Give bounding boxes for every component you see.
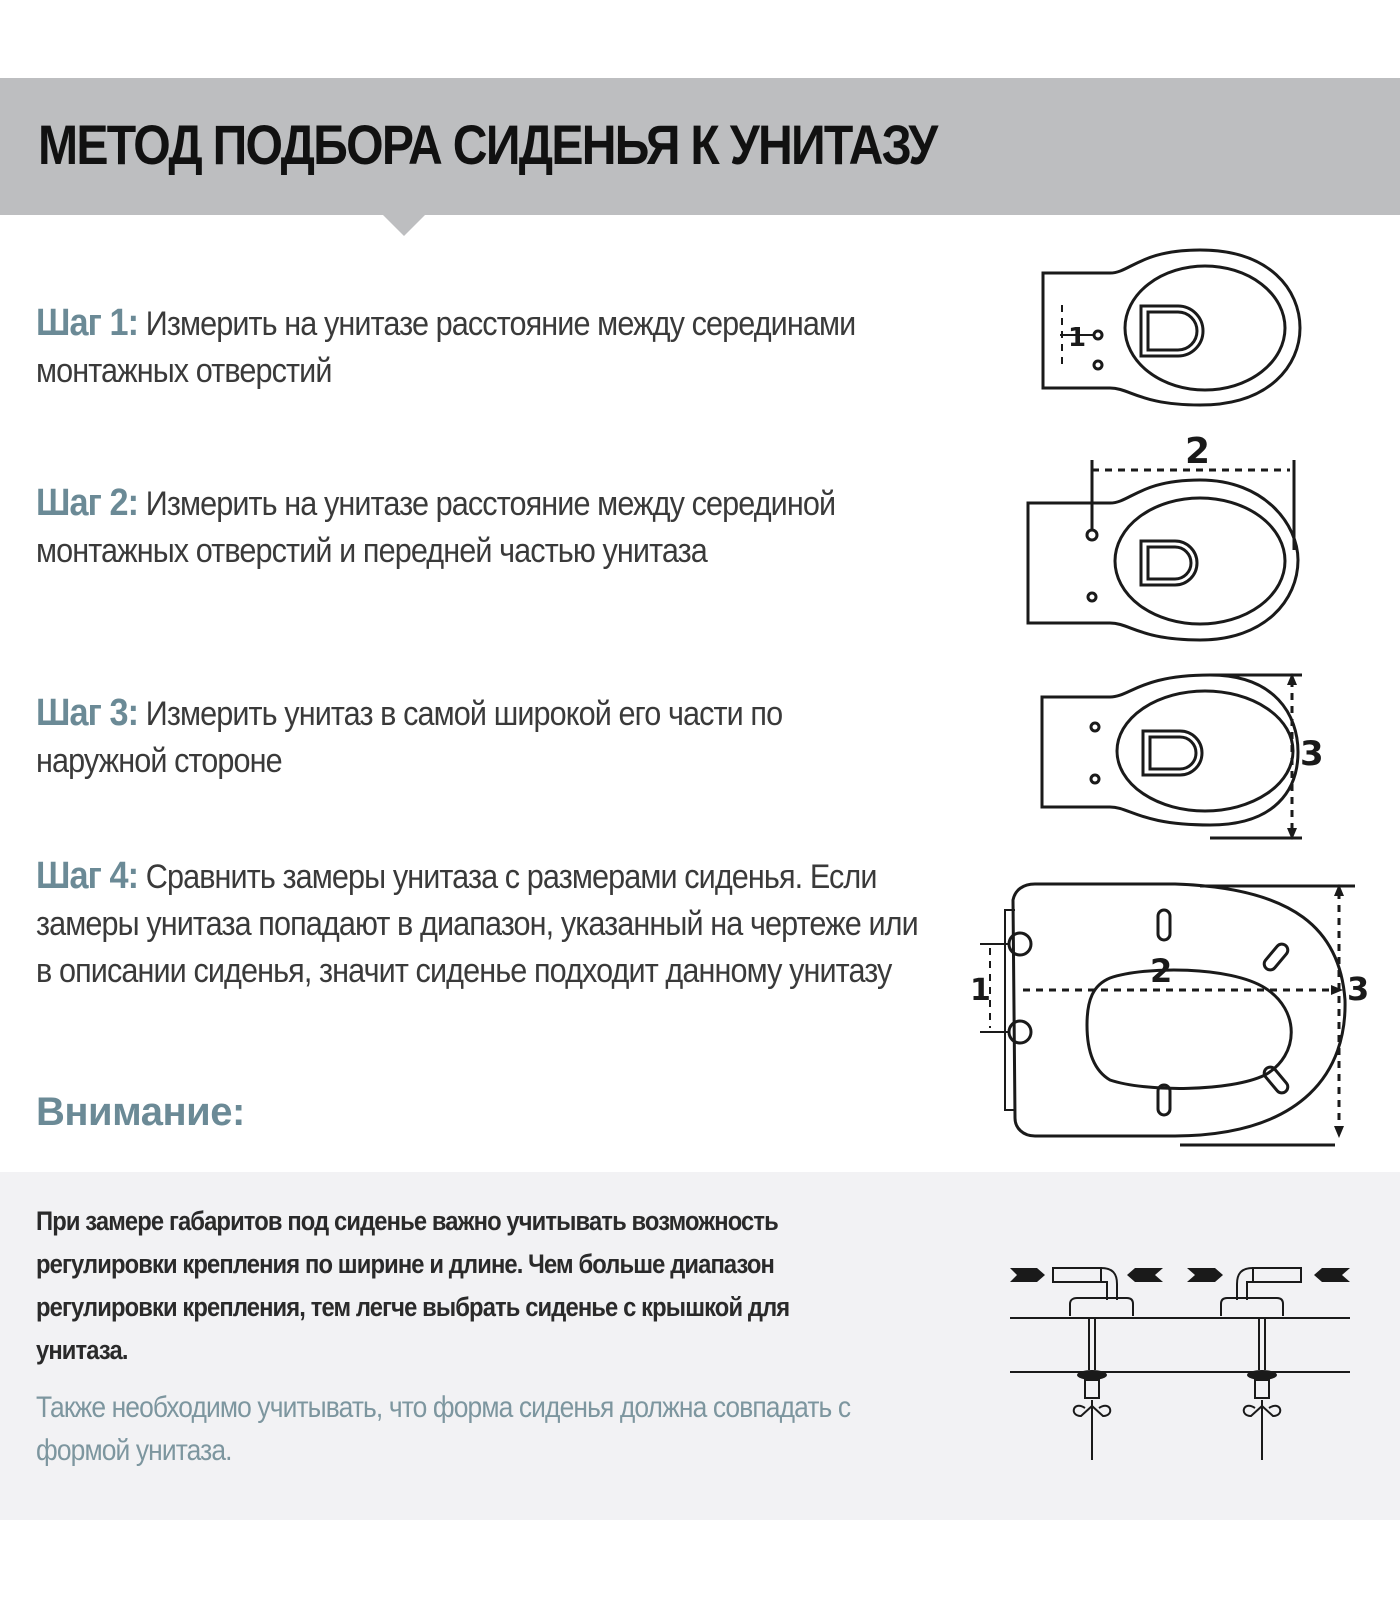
hinge-mount-icon — [995, 1240, 1365, 1470]
toilet-top-view-icon — [1010, 655, 1330, 845]
arrow-icon — [1187, 1268, 1223, 1282]
step-3-text: Измерить унитаз в самой широкой его части по наружной стороне — [36, 695, 783, 780]
step-2-text: Измерить на унитазе расстояние между серединой монтажных отверстий и передней частью унитаза — [36, 485, 836, 570]
arrow-icon — [1127, 1268, 1163, 1282]
arrow-icon — [1010, 1268, 1045, 1282]
step-1-label: Шаг 1: — [36, 302, 139, 344]
step-1-text: Измерить на унитазе расстояние между серединами монтажных отверстий — [36, 305, 856, 390]
diagram-4-marker-1: 1 — [970, 973, 991, 1008]
attention-text: При замере габаритов под сиденье важно учитывать возможность регулировки крепления по ширине и длине. Чем больше диапазон регулировки крепления, тем легче выбрать сиденье с крышкой для унитаза. — [36, 1206, 790, 1365]
diagram-2-marker: 2 — [1185, 431, 1211, 472]
step-4-text: Сравнить замеры унитаза с размерами сиденья. Если замеры унитаза попадают в диапазон, указанный на чертеже или в описании сиденья, значит сиденье подходит данному унитазу — [36, 858, 918, 990]
diagram-4-marker-2: 2 — [1150, 952, 1173, 990]
attention-title: Внимание: — [36, 1090, 245, 1134]
diagram-4-marker-3: 3 — [1347, 970, 1370, 1008]
step-4-label: Шаг 4: — [36, 855, 139, 897]
arrow-icon — [1314, 1268, 1350, 1282]
step-3-label: Шаг 3: — [36, 692, 139, 734]
attention-note: Также необходимо учитывать, что форма сиденья должна совпадать с формой унитаза. — [36, 1391, 851, 1467]
hinge-left — [1010, 1268, 1163, 1460]
page-title: МЕТОД ПОДБОРА СИДЕНЬЯ К УНИТАЗУ — [38, 113, 937, 176]
step-2 — [36, 480, 900, 575]
header-notch — [382, 214, 426, 236]
toilet-seat-icon — [970, 870, 1390, 1150]
step-3 — [36, 690, 900, 785]
step-1 — [36, 300, 900, 395]
toilet-top-view-icon — [1010, 425, 1310, 645]
toilet-top-view-icon — [1010, 240, 1310, 410]
step-4 — [36, 853, 936, 995]
diagram-1-marker: 1 — [1068, 323, 1087, 353]
diagram-3-marker: 3 — [1300, 734, 1324, 774]
hinge-right — [1187, 1268, 1350, 1460]
step-2-label: Шаг 2: — [36, 482, 139, 524]
